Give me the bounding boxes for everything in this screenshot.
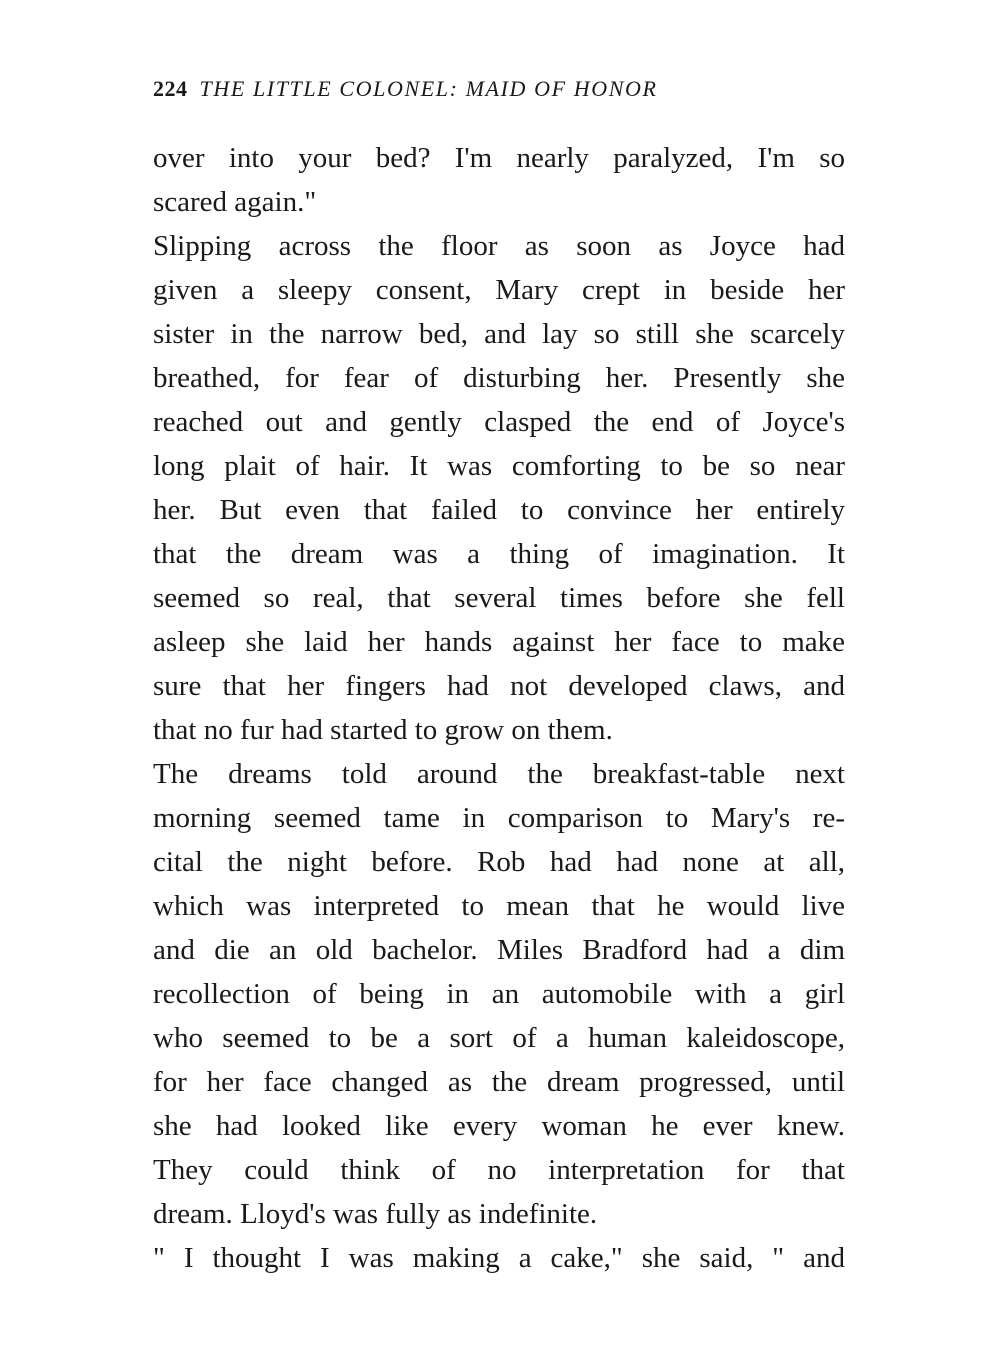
text-line: recollection of being in an automobile with a girl — [153, 978, 845, 1010]
text-line: They could think of no interpretation for that — [153, 1154, 845, 1186]
text-line: The dreams told around the breakfast-table next — [153, 758, 845, 790]
text-line: which was interpreted to mean that he would live — [153, 890, 845, 922]
running-head — [153, 76, 845, 106]
text-line: sister in the narrow bed, and lay so still she scarcely — [153, 318, 845, 350]
text-line: for her face changed as the dream progressed, until — [153, 1066, 845, 1098]
text-line: long plait of hair. It was comforting to be so near — [153, 450, 845, 482]
text-line: seemed so real, that several times before she fell — [153, 582, 845, 614]
text-line: she had looked like every woman he ever knew. — [153, 1110, 845, 1142]
text-line: Slipping across the floor as soon as Joyce had — [153, 230, 845, 262]
text-line: scared again." — [153, 186, 317, 218]
running-title: THE LITTLE COLONEL: MAID OF HONOR — [199, 76, 658, 101]
text-line: given a sleepy consent, Mary crept in beside her — [153, 274, 845, 306]
text-line: who seemed to be a sort of a human kaleidoscope, — [153, 1022, 845, 1054]
text-line: sure that her fingers had not developed claws, and — [153, 670, 845, 702]
text-line: her. But even that failed to convince her entirely — [153, 494, 845, 526]
text-line: " I thought I was making a cake," she said, " and — [153, 1242, 845, 1274]
text-line: and die an old bachelor. Miles Bradford had a dim — [153, 934, 845, 966]
book-page — [153, 0, 845, 1352]
page-number: 224 — [153, 76, 188, 101]
text-line: that no fur had started to grow on them. — [153, 714, 613, 746]
body-text — [153, 136, 845, 1280]
text-line: over into your bed? I'm nearly paralyzed, I'm so — [153, 142, 845, 174]
text-line: asleep she laid her hands against her face to make — [153, 626, 845, 658]
text-line: breathed, for fear of disturbing her. Presently she — [153, 362, 845, 394]
text-line: cital the night before. Rob had had none at all, — [153, 846, 845, 878]
text-line: morning seemed tame in comparison to Mary's re- — [153, 802, 845, 834]
text-line: reached out and gently clasped the end of Joyce's — [153, 406, 845, 438]
text-line: that the dream was a thing of imagination. It — [153, 538, 845, 570]
text-line: dream. Lloyd's was fully as indefinite. — [153, 1198, 598, 1230]
